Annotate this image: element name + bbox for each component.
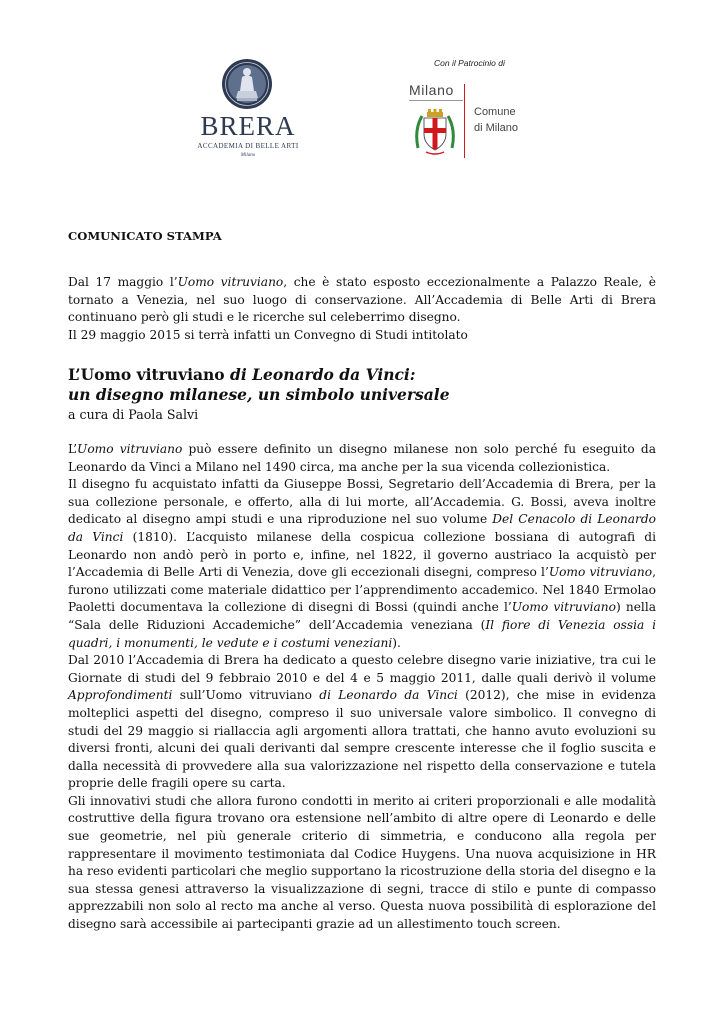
brera-subtitle: ACCADEMIA DI BELLE ARTI [197,142,299,150]
curator-line: a cura di Paola Salvi [68,407,199,422]
intro-paragraph: Il 29 maggio 2015 si terrà infatti un Convegno di Studi intitolato [68,327,468,342]
patronage-label: Con il Patrocinio di [434,58,505,68]
text-run: L’ [68,442,78,456]
milano-red-bar [464,84,465,158]
title-run: L’ [68,365,81,384]
page-heading: COMUNICATO STAMPA [68,229,222,243]
milano-crest-icon [412,108,458,156]
body-paragraph-2 [68,476,656,652]
text-run: ) nella “Sala delle Riduzioni Accademiche” dell’Accademia veneziana ( [68,600,656,632]
conference-title [68,365,656,424]
text-run-italic: Del Cenacolo di Leonardo da Vinci [68,512,656,544]
text-run: ). [392,635,401,650]
title-line-1 [68,365,656,385]
text-run-italic: Il fiore di Venezia ossia i quadri, i monumenti, le vedute e i costumi veneziani [68,617,656,650]
text-run-italic: Uomo vitruviano [77,442,183,456]
text-run-italic: Uomo vitruviano [548,565,653,580]
text-run-italic: Uomo vitruviano [511,600,616,615]
brera-city: Milano [240,153,256,158]
text-run: Il disegno fu acquistato infatti da Giuseppe Bossi, Segretario dell’Accademia di Brera, per la sua collezione personale, e offerto, alla di lui morte, all’Accademia. G. Bossi, aveva inoltre dedicato al disegno ampi studi e una riproduzione nel suo volume [68,477,656,527]
intro-section [68,274,656,344]
title-run-italic: di Leonardo da Vinci: [224,365,416,384]
text-run: Dal 2010 l’Accademia di Brera ha dedicato a questo celebre disegno varie iniziative, tra cui le Giornate di studi del 9 febbraio 2010 e del 4 e 5 maggio 2011, dalle quali derivò il volume [68,653,656,685]
brera-wordmark: BRERA [200,111,296,141]
text-run: , che è stato esposto eccezionalmente a Palazzo Reale, è tornato a Venezia, nel suo luogo di conservazione. All’Accademia di Belle Arti di Brera continuano però gli studi e le ricerche sul celeberrimo disegno. [68,275,656,325]
body-paragraph-1 [68,441,656,476]
comune-line2: di Milano [474,122,519,134]
text-run: sull’Uomo vitruviano [172,688,320,703]
brera-medallion-icon [221,58,273,110]
text-run: (2012), che mise in evidenza molteplici aspetti del disegno, compreso il suo universale valore simbolico. Il convegno di studi del 29 maggio si riallaccia agli argomenti allora trattati, che hanno avuto evoluzioni su diversi fronti, alcuni dei quali derivanti dal sempre crescente interesse che il foglio suscita e dalla necessità di provvedere alla sua valorizzazione nel rispetto della conservazione e tutela proprie delle fragili opere su carta. [68,688,657,791]
text-run: (1810). L’acquisto milanese della cospicua collezione bossiana di autografi di Leonardo non andò però in porto e, infine, nel 1822, il governo austriaco la acquistò per l’Accademia di Belle Arti di Venezia, dove gli eccezionali disegni, compreso l’ [68,529,657,580]
text-run: può essere definito un disegno milanese non solo perché fu eseguito da Leonardo da Vinci a Milano nel 1490 circa, ma anche per la sua vicenda collezionistica. [68,442,656,474]
brera-logo [196,58,306,164]
title-line-2: un disegno milanese, un simbolo universale [68,385,450,404]
comune-line1: Comune [474,106,516,118]
body-paragraph-4: Gli innovativi studi che allora furono condotti in merito ai criteri proporzionali e alle modalità costruttive della figura trovano ora estensione nell’ambito di altre opere di Leonardo e delle sue geometrie, nel più generale criterio di simmetria, e conducono alla regola per rappresentare il movimento testimoniata dal Codice Huygens. Una nuova acquisizione in HR ha reso evidenti particolari che meglio supportano la ricostruzione della storia del disegno e la sua stessa genesi attraverso la visualizzazione di segni, tracce di stilo e punte di compasso apprezzabili non solo al recto ma anche al verso. Questa nuova possibilità di esplorazione del disegno sarà accessibile ai partecipanti grazie ad un allestimento touch screen. [68,793,656,932]
title-run: Uomo vitruviano [80,365,225,384]
intro-paragraph [68,274,656,327]
body-paragraph-3 [68,652,656,793]
text-run: , furono utilizzati come materiale didattico per l’apprendimento accademico. Nel 1840 Ermolao Paoletti documentava la collezione di disegni di Bossi (quindi anche l’ [68,565,656,615]
milano-wordmark: Milano [409,82,454,98]
text-run-italic: di Leonardo da Vinci [319,688,458,703]
text-run: Dal 17 maggio l’ [68,275,178,289]
milano-divider [409,100,463,101]
body-section [68,441,656,934]
text-run-italic: Approfondimenti [68,688,173,703]
text-run-italic: Uomo vitruviano [177,275,284,289]
